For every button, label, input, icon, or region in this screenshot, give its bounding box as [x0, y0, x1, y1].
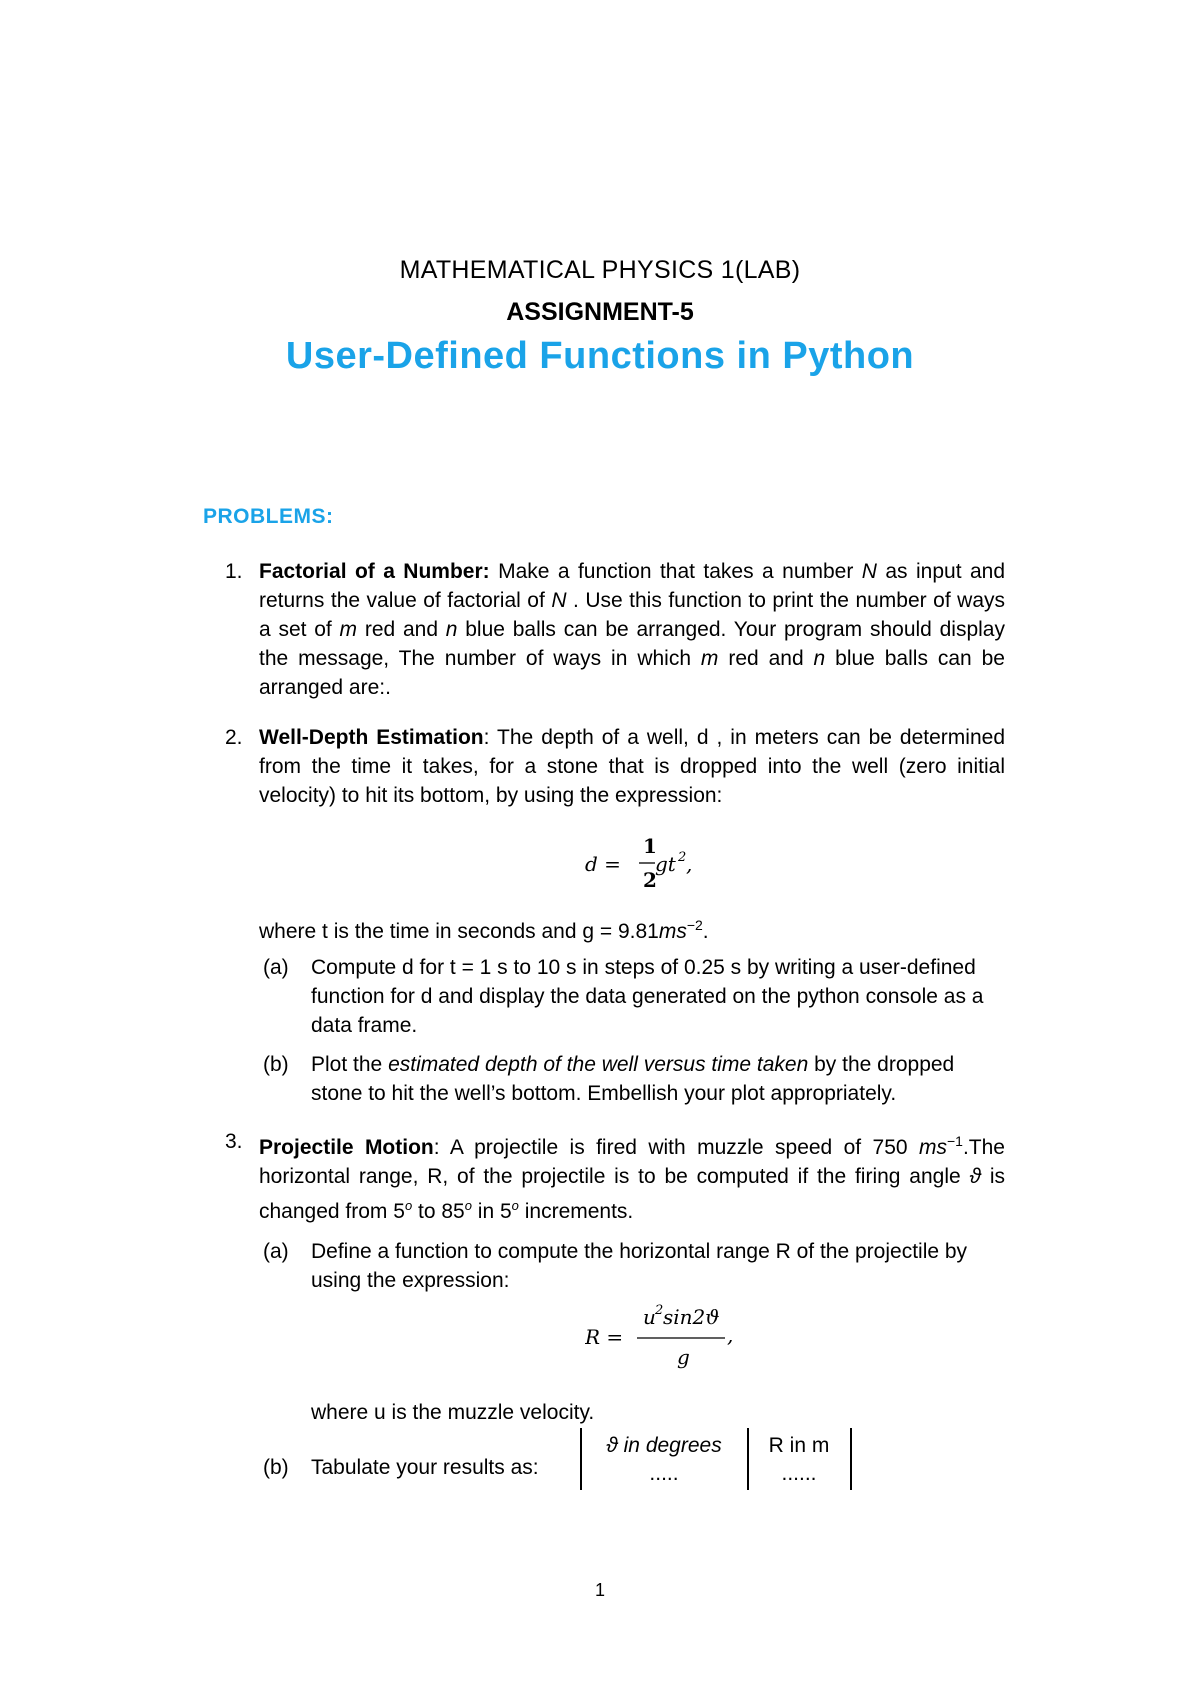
- depth-equation: [585, 825, 705, 905]
- problems-heading: PROBLEMS:: [203, 505, 334, 528]
- problem-3-where: where u is the muzzle velocity.: [311, 1401, 595, 1424]
- eq1-lhs: d =: [585, 852, 621, 876]
- problem-2-where: where t is the time in seconds and $g = 9.81ms^{-2}$.: [259, 917, 709, 943]
- page-number: 1: [594, 1580, 605, 1600]
- table-col2-value: ......: [781, 1462, 817, 1485]
- problem-2-number: 2.: [225, 726, 243, 749]
- problem-2-body: Well-Depth Estimation: The depth of a well, d , in meters can be determined from the time it takes, for a stone that is dropped into the well (zero initial velocity) to hit its bottom, by using the expression:: [259, 726, 1005, 807]
- problem-3-body: Projectile Motion: A projectile is fired with muzzle speed of 750 $ms^{-1}.The$ horizontal range, R, of the projectile is to be computed if the firing angle ϑ is changed from 5$^o$ to 85$^o$ in 5$^o$ increments.: [259, 1133, 1006, 1223]
- eq2-denominator: g: [677, 1345, 690, 1369]
- table-col2-header: R in m: [768, 1434, 830, 1457]
- table-border-left: [580, 1428, 582, 1490]
- range-equation: [585, 1300, 765, 1380]
- problem-1-number: 1.: [225, 560, 243, 583]
- problem-1-body: Factorial of a Number: Make a function that takes a number N as input and returns the value of factorial of N . Use this function to print the number of ways a set of m red and n blue balls can be arranged. Your program should display the message, The number of ways in which m red and n blue balls can be arranged are:.: [259, 560, 1005, 699]
- problem-3-sub-b-label: (b): [263, 1456, 289, 1479]
- problem-2: [225, 723, 1005, 813]
- eq1-tail: ,: [686, 852, 693, 876]
- assignment-title: ASSIGNMENT-5: [506, 298, 694, 326]
- problem-1: [225, 557, 1005, 707]
- eq1-rhs: gt: [655, 852, 676, 876]
- problem-3-number: 3.: [225, 1130, 243, 1153]
- problem-1-heading: Factorial of a Number:: [259, 560, 490, 583]
- problem-2-sub-b: (b) Plot the estimated depth of the well versus time taken by the dropped stone to hit the well’s bottom. Embellish your plot appropriately.: [263, 1053, 955, 1105]
- eq2-tail: ,: [727, 1323, 734, 1347]
- problem-2-heading: Well-Depth Estimation: [259, 726, 484, 749]
- table-border-middle: [747, 1428, 749, 1490]
- eq1-exponent: 2: [678, 850, 687, 865]
- eq2-numerator-exp: 2: [655, 1303, 664, 1318]
- problem-3-sub-a: (a) Define a function to compute the horizontal range R of the projectile by using the expression:: [263, 1240, 968, 1292]
- eq1-numerator: 1: [643, 834, 657, 858]
- problem-2-sub-a: (a) Compute d for t = 1 s to 10 s in steps of 0.25 s by writing a user-defined function for d and display the data generated on the python console as a data frame.: [263, 956, 984, 1037]
- document-title: User-Defined Functions in Python: [285, 335, 915, 377]
- table-border-right: [850, 1428, 852, 1490]
- problem-3-sub-b-text: Tabulate your results as:: [311, 1456, 539, 1479]
- problem-3: [225, 1127, 1006, 1223]
- table-col1-header: ϑ in degrees: [606, 1434, 722, 1457]
- eq1-denominator: 2: [643, 868, 657, 892]
- table-col1-value: .....: [649, 1462, 679, 1485]
- problem-3-heading: Projectile Motion: [259, 1136, 434, 1159]
- eq2-lhs: R =: [585, 1325, 624, 1349]
- eq2-numerator-u: u: [643, 1305, 656, 1329]
- eq2-numerator-rest: sin2ϑ: [663, 1305, 720, 1329]
- course-title: MATHEMATICAL PHYSICS 1(LAB): [399, 256, 801, 284]
